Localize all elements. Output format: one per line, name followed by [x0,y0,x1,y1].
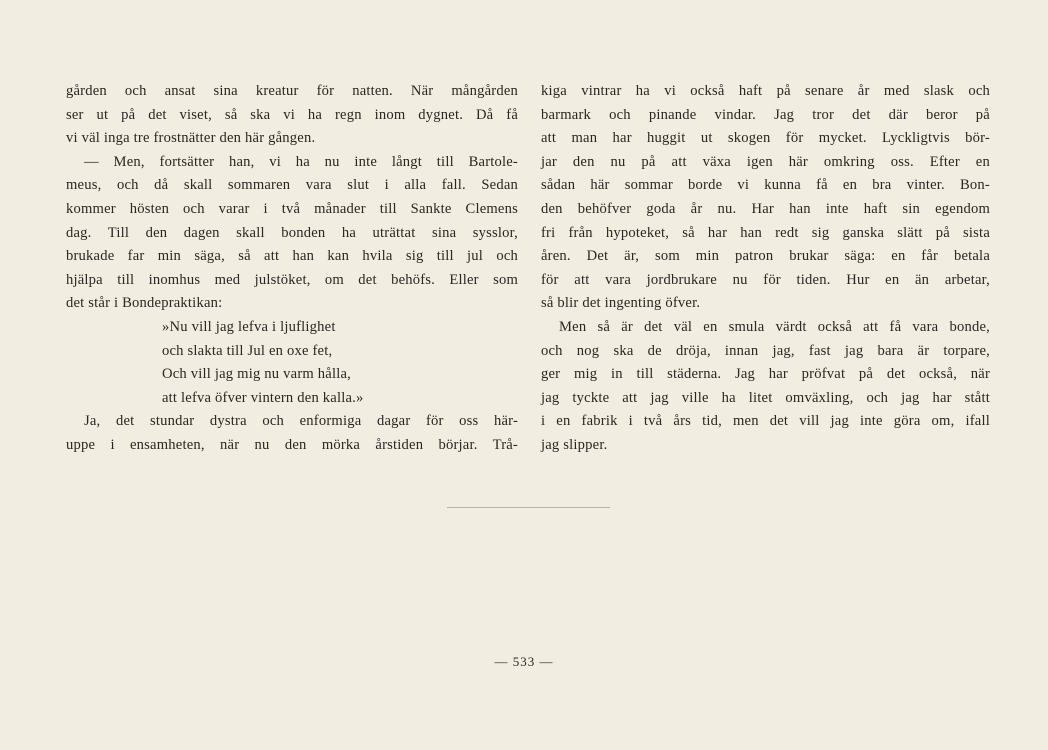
text-line: Ja, det stundar dystra och enformiga dagar för oss här- [84,413,518,430]
text-line: att man har huggit ut skogen för mycket. Lyckligtvis bör- [541,130,990,147]
verse-line: att lefva öfver vintern den kalla.» [162,389,364,406]
text-line: vi väl inga tre frostnätter den här gången. [66,130,316,147]
left-text-column [66,80,518,458]
verse-line: »Nu vill jag lefva i ljuflighet [162,318,336,335]
text-line: meus, och då skall sommaren vara slut i alla fall. Sedan [66,177,518,194]
text-line: uppe i ensamheten, när nu den mörka årstiden börjar. Trå- [66,436,518,453]
text-line: och nog ska de dröja, innan jag, fast jag bara är torpare, [541,342,990,359]
right-text-column [541,80,990,458]
text-line: det står i Bondepraktikan: [66,295,223,312]
text-line: jag tyckte att jag ville ha litet omväxling, och jag har stått [541,389,990,406]
verse-line: och slakta till Jul en oxe fet, [162,342,333,359]
text-line: kiga vintrar ha vi också haft på senare år med slask och [541,83,990,99]
text-line: dag. Till den dagen skall bonden ha uträttat sina sysslor, [66,224,518,241]
page-number: — 533 — [494,654,554,669]
text-line: kommer hösten och varar i två månader till Sankte Clemens [66,200,518,217]
text-line: jag slipper. [541,436,608,453]
text-line: i en fabrik i två års tid, men det vill jag inte göra om, ifall [541,413,990,430]
text-line: Men så är det väl en smula värdt också att få vara bonde, [559,318,990,335]
verse-quote [66,316,518,410]
text-line: för att vara jordbrukare nu för tiden. Hur en än arbetar, [541,271,990,288]
text-line: hjälpa till inomhus med julstöket, om det behöfs. Eller som [66,271,518,288]
text-line: barmark och pinande vindar. Jag tror det där beror på [541,106,990,123]
text-line: gården och ansat sina kreatur för natten. När mångården [66,83,518,99]
text-line: fri från hypoteket, så har han redt sig ganska slätt på sista [541,224,990,241]
verse-line: Och vill jag mig nu varm hålla, [162,366,351,383]
text-line: sådan här sommar borde vi kunna få en bra vinter. Bon- [541,177,990,194]
text-line: ser ut på det viset, så ska vi ha regn inom dygnet. Då få [66,106,518,123]
text-line: så blir det ingenting öfver. [541,295,701,312]
text-line: ger mig in till städerna. Jag har pröfvat på det också, när [541,366,990,383]
text-line: — Men, fortsätter han, vi ha nu inte långt till Bartole- [84,153,518,170]
section-divider [447,507,610,508]
text-line: den behöfver goda år nu. Har han inte haft sin egendom [541,200,990,217]
text-line: jar den nu på att växa igen här omkring oss. Efter en [541,153,990,170]
text-line: brukade far min säga, så att han kan hvila sig till jul och [66,248,518,265]
text-line: åren. Det är, som min patron brukar säga: en får betala [541,248,990,265]
